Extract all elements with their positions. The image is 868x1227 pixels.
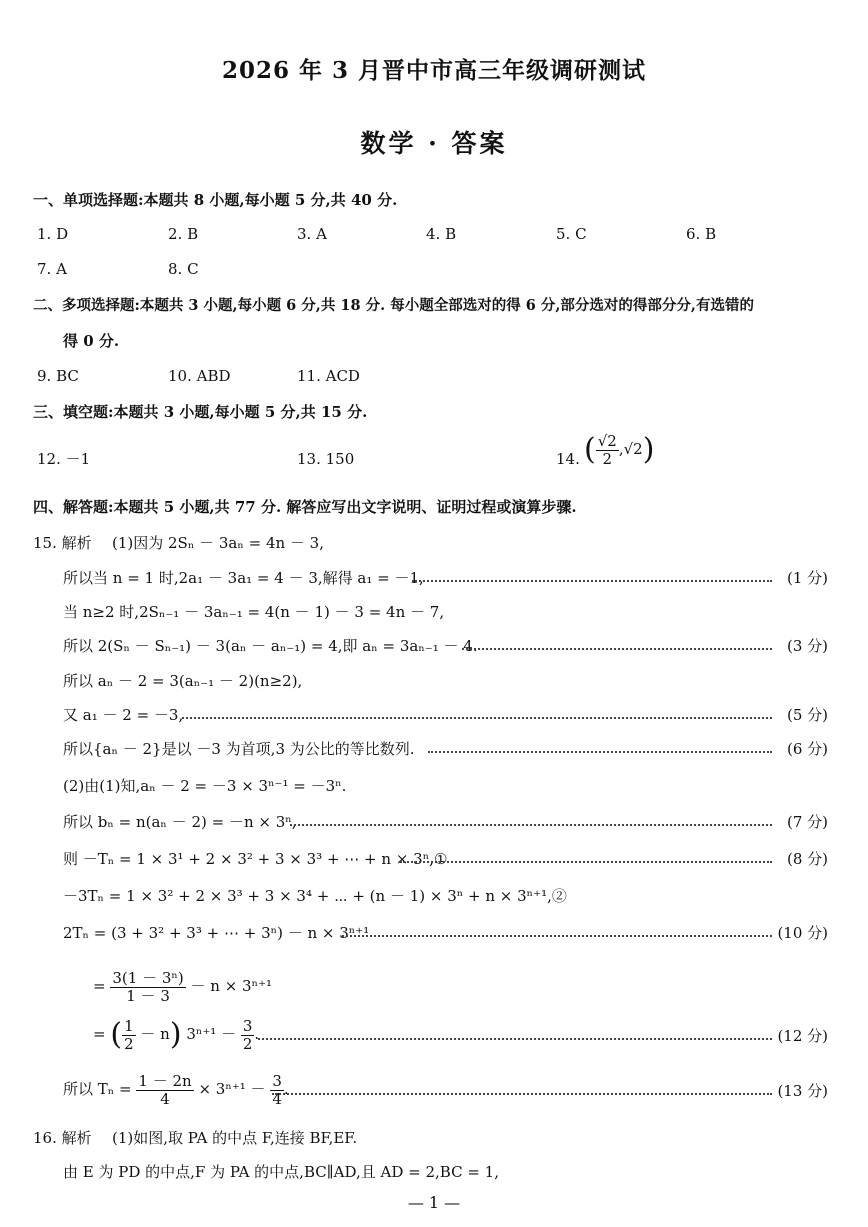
answer-10: 10. ABD	[168, 367, 231, 385]
fraction-c: $\frac{3}{2}$	[242, 1017, 253, 1053]
score-5: (5 分)	[786, 706, 828, 724]
q15-fraction-line-a: = $\frac{\text{3(1 － 3ⁿ)}}{1 - 3}$ － n × 3ⁿ⁺¹	[93, 969, 273, 1005]
score-3: (3 分)	[786, 637, 828, 655]
answer-13: 13. 150	[297, 450, 355, 468]
q15-fraction-line-b: = ( $\frac{1}{2}$ － n) 3ⁿ⁺¹ － $\frac{3}{2}$ . (12 分)	[93, 1017, 828, 1053]
score-1: (1 分)	[786, 569, 828, 587]
section3-answers	[0, 432, 868, 471]
q16-line-2: 由 E 为 PD 的中点,F 为 PA 的中点,BC∥AD,且 AD = 2,BC = 1,	[63, 1163, 499, 1181]
q15-line-11: 2Tₙ = (3 + 3² + 3³ + ⋯ + 3ⁿ) － n × 3ⁿ⁺¹ (10 分)	[0, 921, 868, 945]
answer-1: 1. D	[37, 225, 69, 243]
score-13: (13 分)	[777, 1082, 828, 1100]
exam-title: 2026 年 3 月晋中市高三年级调研测试	[221, 57, 647, 84]
q15-line-5: 又 a₁ － 2 = －3, (5 分)	[0, 703, 868, 727]
answer-5: 5. C	[556, 225, 587, 243]
score-10: (10 分)	[777, 924, 828, 942]
q15-line-3: 所以 2(Sₙ － Sₙ₋₁) － 3(aₙ － aₙ₋₁) = 4,即 aₙ = 3aₙ₋₁ － 4. (3 分)	[0, 634, 868, 658]
q15-line-9: 则 －Tₙ = 1 × 3¹ + 2 × 3² + 3 × 3³ + ⋯ + n × 3ⁿ,① (8 分)	[0, 847, 868, 871]
fraction-a: $\frac{\text{3(1 － 3ⁿ)}}{1 - 3}$	[112, 969, 184, 1005]
section4-heading: 四、解答题:本题共 5 小题,共 77 分. 解答应写出文字说明、证明过程或演算步骤.	[33, 498, 577, 516]
q15-line-2: 当 n≥2 时,2Sₙ₋₁ － 3aₙ₋₁ = 4(n － 1) － 3 = 4n － 7,	[63, 603, 445, 621]
fraction-e: $\frac{3}{4}$	[272, 1072, 282, 1108]
section2-heading: 二、多项选择题:本题共 3 小题,每小题 6 分,共 18 分. 每小题全部选对的得 6 分,部分选对的得部分分,有选错的	[33, 297, 754, 314]
score-8: (8 分)	[786, 850, 828, 868]
score-6: (6 分)	[786, 740, 828, 758]
answer-14: 14. ( $\frac{√2}{2}$ ,√2)	[556, 432, 655, 468]
section1-answers-row1	[0, 222, 868, 246]
score-12: (12 分)	[777, 1027, 828, 1045]
score-7: (7 分)	[786, 813, 828, 831]
answer-14-fraction: $\frac{√2}{2}$	[597, 432, 617, 468]
q16-label: 16. 解析	[33, 1129, 92, 1147]
q15-line-7: (2)由(1)知,aₙ － 2 = －3 × 3ⁿ⁻¹ = －3ⁿ.	[63, 777, 347, 795]
section3-heading: 三、填空题:本题共 3 小题,每小题 5 分,共 15 分.	[33, 403, 368, 421]
answer-7: 7. A	[37, 260, 67, 278]
page-number: — 1 —	[407, 1193, 461, 1212]
answer-11: 11. ACD	[297, 367, 360, 385]
answer-4: 4. B	[426, 225, 457, 243]
q15-line-0: 15. 解析 (1)因为 2Sₙ － 3aₙ = 4n － 3,	[0, 531, 868, 555]
subject-title: 数学 · 答案	[360, 129, 508, 158]
section2-heading-cont: 得 0 分.	[63, 332, 120, 350]
answer-8: 8. C	[168, 260, 199, 278]
q15-label: 15. 解析	[33, 534, 92, 552]
section2-answers	[0, 364, 868, 388]
answer-9: 9. BC	[37, 367, 79, 385]
q15-line-1: 所以当 n = 1 时,2a₁ － 3a₁ = 4 － 3,解得 a₁ = －1, (1 分)	[0, 566, 868, 590]
fraction-b: $\frac{1}{2}$	[124, 1017, 134, 1053]
answer-3: 3. A	[297, 225, 327, 243]
q15-line-10: －3Tₙ = 1 × 3² + 2 × 3³ + 3 × 3⁴ + ⋯ + (n － 1) × 3ⁿ + n × 3ⁿ⁺¹,②	[63, 887, 567, 905]
q15-line-4: 所以 aₙ － 2 = 3(aₙ₋₁ － 2)(n≥2),	[63, 672, 303, 690]
section1-heading: 一、单项选择题:本题共 8 小题,每小题 5 分,共 40 分.	[33, 191, 398, 209]
answer-2: 2. B	[168, 225, 199, 243]
q16-line-1: 16. 解析 (1)如图,取 PA 的中点 F,连接 BF,EF.	[0, 1126, 868, 1150]
answer-6: 6. B	[686, 225, 717, 243]
answer-12: 12. －1	[37, 450, 91, 468]
q15-line-6: 所以{aₙ － 2}是以 －3 为首项,3 为公比的等比数列. (6 分)	[0, 737, 868, 761]
fraction-d: $\frac{1 - 2n}{4}$	[138, 1072, 192, 1108]
section1-answers-row2	[0, 257, 868, 281]
q15-fraction-line-d: 所以 Tₙ = $\frac{1 - 2n}{4}$ × 3ⁿ⁺¹ － $\frac{3}{4}$ . (13 分)	[63, 1072, 828, 1108]
q15-line-8: 所以 bₙ = n(aₙ － 2) = －n × 3ⁿ, (7 分)	[0, 810, 868, 834]
